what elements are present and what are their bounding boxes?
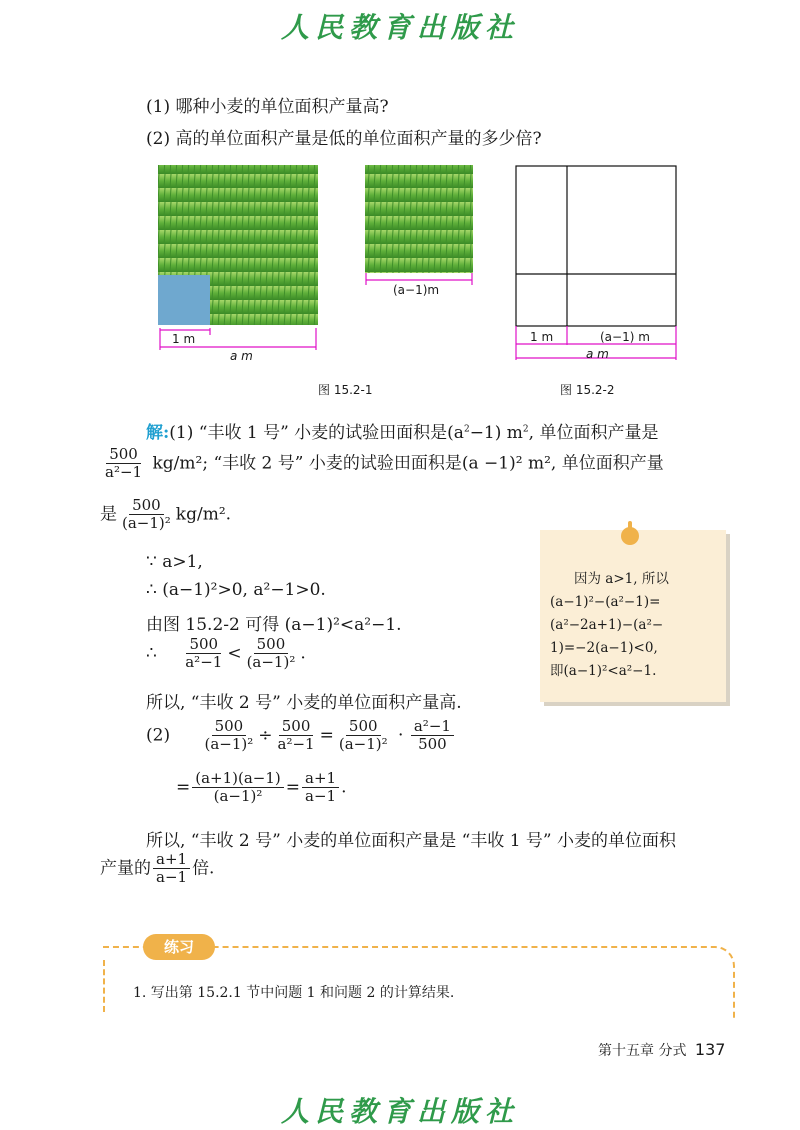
part-2-line-2: = $\frac{(a+1)(a-1)}{\text{(a−1)²}}$ = $\frac{a+1}{a-1}$ . <box>176 769 347 806</box>
question-1: (1) 哪种小麦的单位面积产量高? <box>146 97 389 117</box>
practice-tag: 练习 <box>143 934 215 960</box>
part-2-line-1: (2) $\frac{500}{\text{(a−1)²}}$ ÷ $\frac{500}{\text{a²−1}}$ = $\frac{500}{\text{(a−1)²}}$ · $\frac{\text{a²−1}}{500}$ <box>146 718 456 754</box>
solution-label: 解: <box>146 423 170 443</box>
fig2-caption: 图 15.2-2 <box>560 383 615 397</box>
publisher-footer: 人民教育出版社 <box>280 1095 519 1128</box>
fraction-500-over-a2m1: $\frac{500}{\text{a²−1}}$ <box>105 445 143 482</box>
figure-inference-line: 由图 15.2-2 可得 (a−1)²<a²−1. <box>146 615 402 635</box>
fig2-label-am: a m <box>586 347 609 361</box>
fig2-label-am1: (a−1) m <box>600 330 650 344</box>
figure-15-2-1-field2 <box>360 160 480 300</box>
publisher-header: 人民教育出版社 <box>280 11 519 44</box>
conclusion-2-line-1: 所以, “丰收 2 号” 小麦的单位面积产量是 “丰收 1 号” 小麦的单位面积 <box>146 831 677 851</box>
fig1-caption: 图 15.2-1 <box>318 383 373 397</box>
fig2-label-1m: 1 m <box>530 330 554 344</box>
side-note: 因为 a>1, 所以 (a−1)²−(a²−1)= (a²−2a+1)−(a²− 1)=−2(a−1)<0, 即(a−1)²<a²−1. <box>540 530 726 702</box>
figure-15-2-1-field <box>150 160 330 360</box>
solution-line-2: $\frac{500}{\text{a²−1}}$ kg/m²; “丰收 2 号” 小麦的试验田面积是(a −1)² m², 单位面积产量 <box>100 446 740 482</box>
question-2: (2) 高的单位面积产量是低的单位面积产量的多少倍? <box>146 129 542 149</box>
practice-border-left <box>103 960 105 1012</box>
fig1-label-am: a m <box>230 349 253 363</box>
therefore-line-2: ∴ $\frac{500}{\text{a²−1}}$ < $\frac{500}{\text{(a−1)²}}$ . <box>146 635 306 672</box>
solution-line-1: 解:(1) “丰收 1 号” 小麦的试验田面积是$(a^2-1)$ $m^2$, 单位面积产量是 <box>146 423 659 443</box>
conclusion-2-line-2: 产量的 $\frac{a+1}{a-1}$ 倍. <box>100 850 215 887</box>
page-number: 137 <box>694 1040 726 1059</box>
fraction-500-over-am1sq: $\frac{500}{\text{(a−1)²}}$ <box>122 496 171 533</box>
conclusion-1: 所以, “丰收 2 号” 小麦的单位面积产量高. <box>146 693 462 713</box>
fig1-label-1m: 1 m <box>172 332 196 346</box>
practice-item-1: 1. 写出第 15.2.1 节中问题 1 和问题 2 的计算结果. <box>133 985 455 1001</box>
chapter-footer: 第十五章 分式 137 <box>598 1040 726 1059</box>
solution-line-3: 是 $\frac{500}{\text{(a−1)²}}$ kg/m². <box>100 496 232 533</box>
water-plot <box>158 275 210 325</box>
fig1-label-am1: (a−1)m <box>393 283 440 297</box>
because-line: ∵ a>1, <box>146 552 203 572</box>
pin-icon <box>621 527 639 545</box>
wheat-field-small <box>365 165 473 273</box>
therefore-line-1: ∴ (a−1)²>0, a²−1>0. <box>146 580 326 600</box>
